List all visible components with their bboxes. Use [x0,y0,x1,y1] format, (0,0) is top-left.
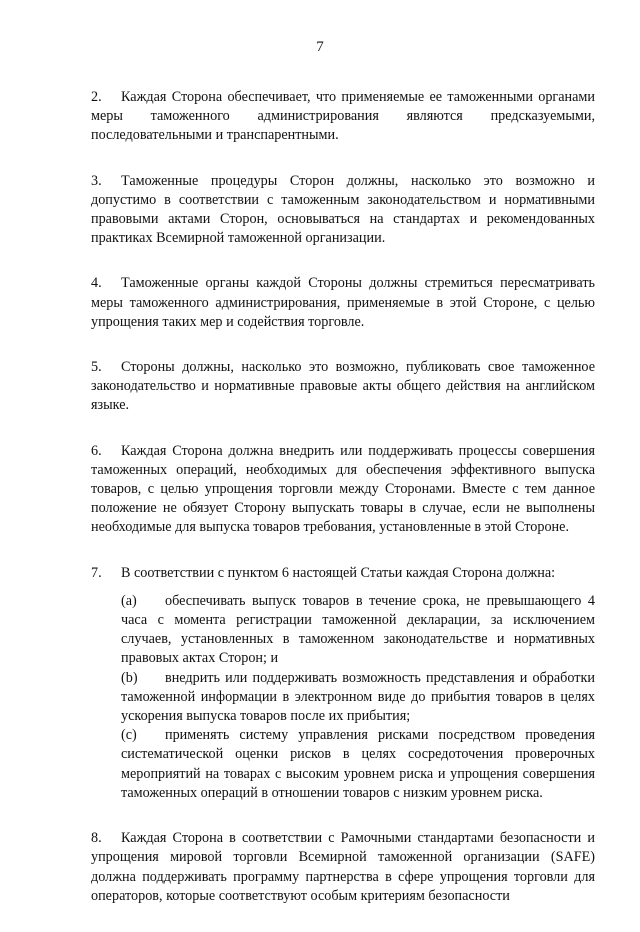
paragraph-7 [91,564,595,583]
paragraph-text: Каждая Сторона должна внедрить или поддерживать процессы совершения таможенных операций, необходимых для обеспечения эффективного выпуска товаров, с целью упрощения торговли между Сторонами. Вместе с тем данное положение не обязует Сторону выпускать товары в случае, если не выполнены необходимые для выпуска товаров требования, установленные в этой Стороне. [91,442,595,536]
paragraph-text: Каждая Сторона обеспечивает, что применяемые ее таможенными органами меры таможенного администрирования являются предсказуемыми, последовательными и транспарентными. [91,89,595,144]
paragraph-number: 5. [91,359,102,376]
paragraph-4 [91,274,595,332]
paragraph-number: 8. [91,830,102,847]
subitem-list [121,592,595,803]
paragraph-text: В соответствии с пунктом 6 настоящей Статьи каждая Сторона должна: [121,564,556,581]
subitem-a [121,592,595,669]
paragraph-text: Стороны должны, насколько это возможно, публиковать свое таможенное законодательство и нормативные правовые акты общего действия на английском языке. [91,359,595,414]
subitem-b [121,669,595,727]
paragraph-text: Таможенные процедуры Сторон должны, насколько это возможно и допустимо в соответствии с таможенным законодательством и нормативными правовыми актами Сторон, основываться на стандартах и рекомендованных практиках Всемирной таможенной организации. [91,172,595,247]
subitem-text: применять систему управления рисками посредством проведения систематической оценки рисков в целях сосредоточения проверочных мероприятий на товарах с высоким уровнем риска и упрощения совершения таможенных операций в отношении товаров с низким уровнем риска. [121,727,595,801]
paragraph-5 [91,358,595,416]
paragraph-3 [91,172,595,249]
paragraph-number: 3. [91,172,102,189]
subitem-label: (a) [121,592,137,609]
document-body [91,88,595,932]
paragraph-number: 2. [91,89,102,105]
subitem-text: обеспечивать выпуск товаров в течение срока, не превышающего 4 часа с момента регистрации таможенной декларации, за исключением случаев, установленных в таможенном законодательстве и нормативных правовых актах Сторон; и [121,592,595,667]
subitem-label: (b) [121,669,138,686]
subitem-c [121,726,595,803]
paragraph-8 [91,829,595,906]
paragraph-2 [91,88,595,146]
subitem-label: (c) [121,727,137,744]
page-number: 7 [316,39,324,55]
paragraph-text: Каждая Сторона в соответствии с Рамочными стандартами безопасности и упрощения мировой торговли Всемирной таможенной организации (SAFE) должна поддерживать программу партнерства в сфере упрощения торговли для операторов, которые соответствуют особым критериям безопасности [91,830,595,904]
paragraph-number: 4. [91,275,102,292]
paragraph-text: Таможенные органы каждой Стороны должны стремиться пересматривать меры таможенного администрирования, применяемые в этой Стороне, с целью упрощения таких мер и содействия торговле. [91,275,595,330]
subitem-text: внедрить или поддерживать возможность представления и обработки таможенной информации в электронном виде до прибытия товаров в целях ускорения выпуска товаров после их прибытия; [121,669,595,725]
paragraph-number: 6. [91,442,102,459]
paragraph-number: 7. [91,564,102,581]
paragraph-6 [91,442,595,538]
